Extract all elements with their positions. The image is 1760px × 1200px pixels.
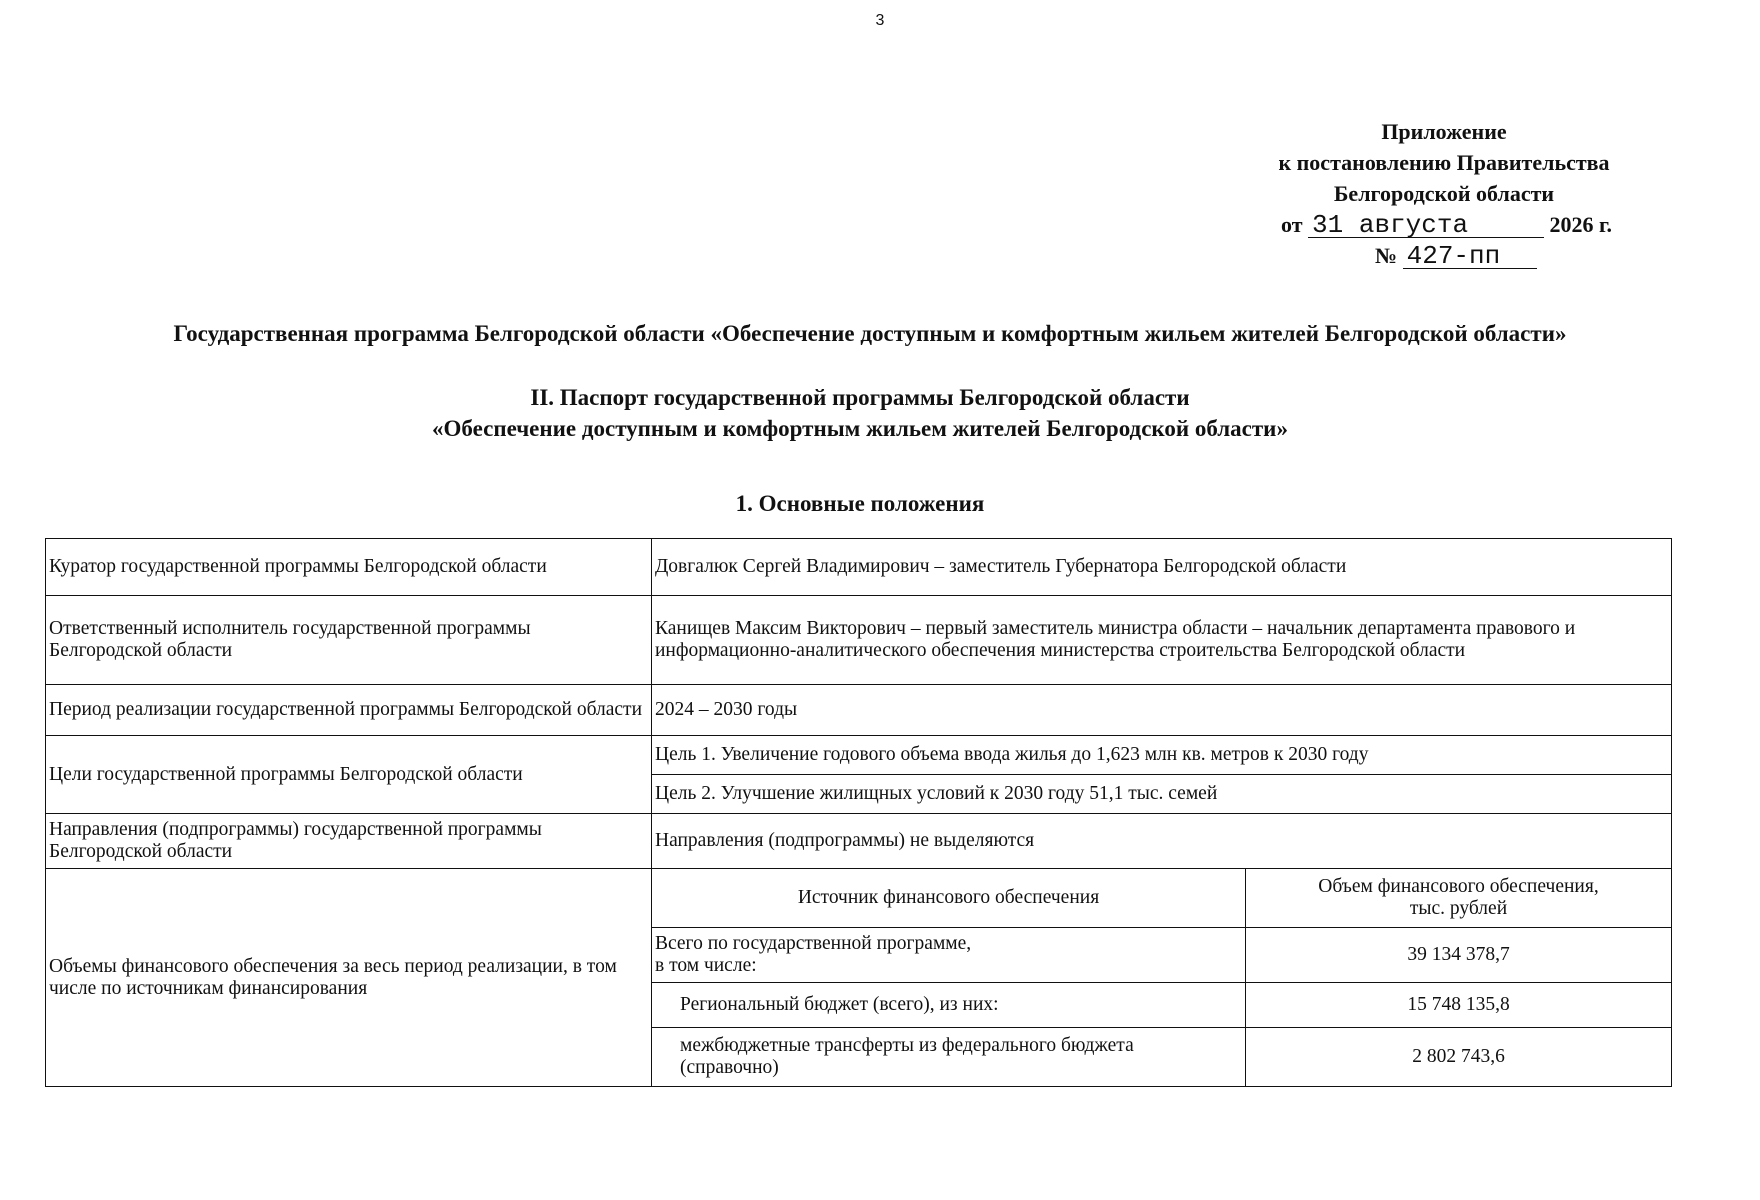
directions-label: Направления (подпрограммы) государственной программы Белгородской области [46, 814, 652, 869]
financing-header-volume-line1: Объем финансового обеспечения, [1318, 876, 1599, 897]
executor-label: Ответственный исполнитель государственной программы Белгородской области [46, 596, 652, 685]
passport-table [45, 538, 1672, 1087]
appendix-number-prefix: № [1375, 243, 1398, 268]
goals-label: Цели государственной программы Белгородской области [46, 736, 652, 814]
financing-source-total-line2: в том числе: [655, 955, 757, 976]
table-row-financing-header [46, 869, 1672, 928]
financing-header-volume [1246, 869, 1672, 928]
table-row-executor [46, 596, 1672, 685]
sub-title: 1. Основные положения [735, 491, 985, 516]
appendix-region-line: Белгородской области [1333, 181, 1555, 206]
financing-source-transfers-line1: межбюджетные трансферты из федерального бюджета [680, 1035, 1134, 1056]
appendix-date-suffix: 2026 г. [1549, 212, 1613, 237]
table-row-period [46, 685, 1672, 736]
executor-value: Канищев Максим Викторович – первый заместитель министра области – начальник департамента правового и информационно-аналитического обеспечения министерства строительства Белгородской области [652, 596, 1672, 685]
goal-1-value: Цель 1. Увеличение годового объема ввода жилья до 1,623 млн кв. метров к 2030 году [652, 736, 1672, 775]
financing-header-source: Источник финансового обеспечения [652, 869, 1246, 928]
financing-label: Объемы финансового обеспечения за весь период реализации, в том числе по источникам финансирования [46, 869, 652, 1087]
financing-source-total-line1: Всего по государственной программе, [655, 933, 972, 954]
appendix-number-value: 427-пп [1403, 244, 1537, 269]
appendix-date-row [1244, 209, 1644, 240]
appendix-resolution-line: к постановлению Правительства [1278, 150, 1610, 175]
appendix-title: Приложение [1381, 119, 1507, 144]
table-row-directions [46, 814, 1672, 869]
financing-volume-regional: 15 748 135,8 [1246, 983, 1672, 1028]
directions-value: Направления (подпрограммы) не выделяются [652, 814, 1672, 869]
financing-source-total [652, 928, 1246, 983]
financing-header-volume-line2: тыс. рублей [1409, 898, 1508, 919]
financing-source-regional: Региональный бюджет (всего), из них: [652, 983, 1246, 1028]
curator-value: Довгалюк Сергей Владимирович – заместитель Губернатора Белгородской области [652, 539, 1672, 596]
financing-source-transfers-line2: (справочно) [680, 1057, 779, 1078]
appendix-date-value: 31 августа [1308, 213, 1544, 238]
section-title-line1: II. Паспорт государственной программы Белгородской области [530, 385, 1190, 410]
table-row-goal-1 [46, 736, 1672, 775]
goal-2-value: Цель 2. Улучшение жилищных условий к 2030 году 51,1 тыс. семей [652, 775, 1672, 814]
financing-source-transfers [652, 1028, 1246, 1087]
appendix-block [1244, 116, 1644, 271]
period-value: 2024 – 2030 годы [652, 685, 1672, 736]
section-title [150, 382, 1570, 444]
financing-volume-transfers: 2 802 743,6 [1246, 1028, 1672, 1087]
page-number: 3 [875, 12, 885, 29]
appendix-number-row [1244, 240, 1644, 271]
table-row-curator [46, 539, 1672, 596]
appendix-date-prefix: от [1281, 212, 1303, 237]
main-title: Государственная программа Белгородской области «Обеспечение доступным и комфортным жильем жителей Белгородской области» [173, 321, 1567, 346]
period-label: Период реализации государственной программы Белгородской области [46, 685, 652, 736]
curator-label: Куратор государственной программы Белгородской области [46, 539, 652, 596]
section-title-line2: «Обеспечение доступным и комфортным жильем жителей Белгородской области» [432, 416, 1288, 441]
financing-volume-total: 39 134 378,7 [1246, 928, 1672, 983]
